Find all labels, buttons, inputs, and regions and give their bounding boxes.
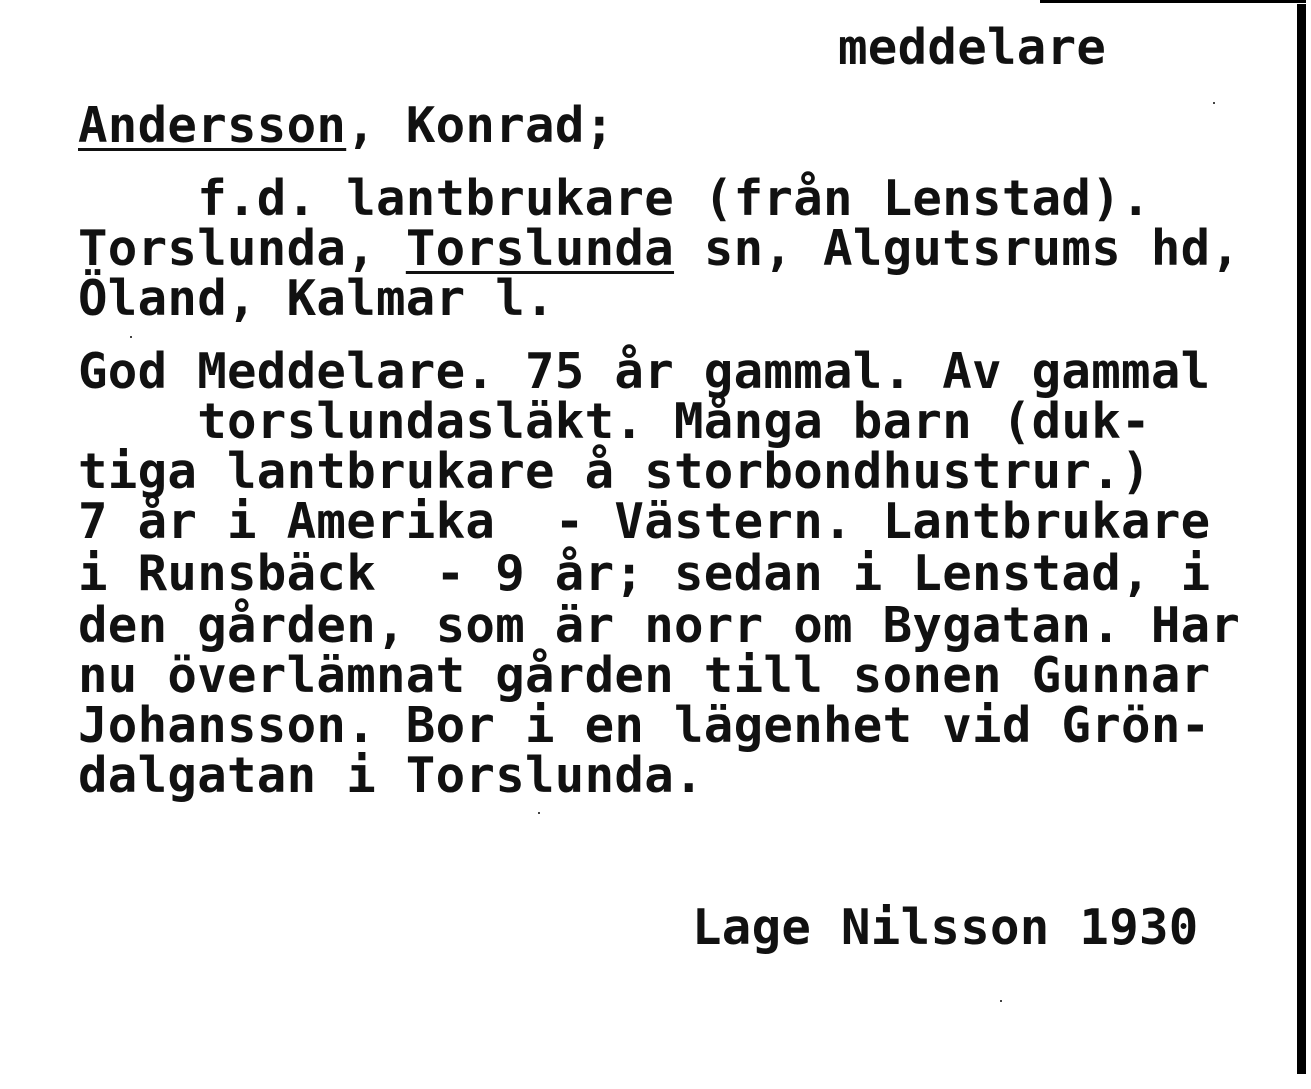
notes-line: Johansson. Bor i en lägenhet vid Grön- — [78, 697, 1211, 754]
notes-line: God Meddelare. 75 år gammal. Av gammal — [78, 343, 1211, 400]
category-label: meddelare — [838, 19, 1107, 76]
card-top-edge — [1040, 0, 1306, 3]
notes-line: tiga lantbrukare å storbondhustrur.) — [78, 443, 1151, 500]
description-line-1: f.d. lantbrukare (från Lenstad). — [78, 170, 1151, 227]
paper-speck — [130, 336, 132, 338]
notes-line: dalgatan i Torslunda. — [78, 747, 704, 804]
paper-speck — [1000, 1000, 1002, 1002]
description-line-3: Öland, Kalmar l. — [78, 270, 555, 327]
notes-line: den gården, som är norr om Bygatan. Har — [78, 597, 1241, 654]
district: sn, Algutsrums hd, — [674, 220, 1241, 277]
notes-line: i Runsbäck - 9 år; sedan i Lenstad, i — [78, 545, 1211, 602]
parish: Torslunda — [405, 220, 675, 277]
surname: Andersson — [78, 97, 347, 154]
signature: Lage Nilsson 1930 — [692, 899, 1199, 956]
notes-line: torslundasläkt. Många barn (duk- — [78, 393, 1151, 450]
name-heading — [78, 97, 615, 154]
notes-line: nu överlämnat gården till sonen Gunnar — [78, 647, 1211, 704]
place: Torslunda, — [78, 220, 406, 277]
paper-speck — [538, 812, 540, 814]
description-line-2 — [78, 220, 1241, 277]
paper-speck — [1213, 102, 1215, 104]
given-name: , Konrad; — [346, 97, 615, 154]
notes-line: 7 år i Amerika - Västern. Lantbrukare — [78, 493, 1211, 550]
card-right-edge — [1297, 4, 1306, 1074]
